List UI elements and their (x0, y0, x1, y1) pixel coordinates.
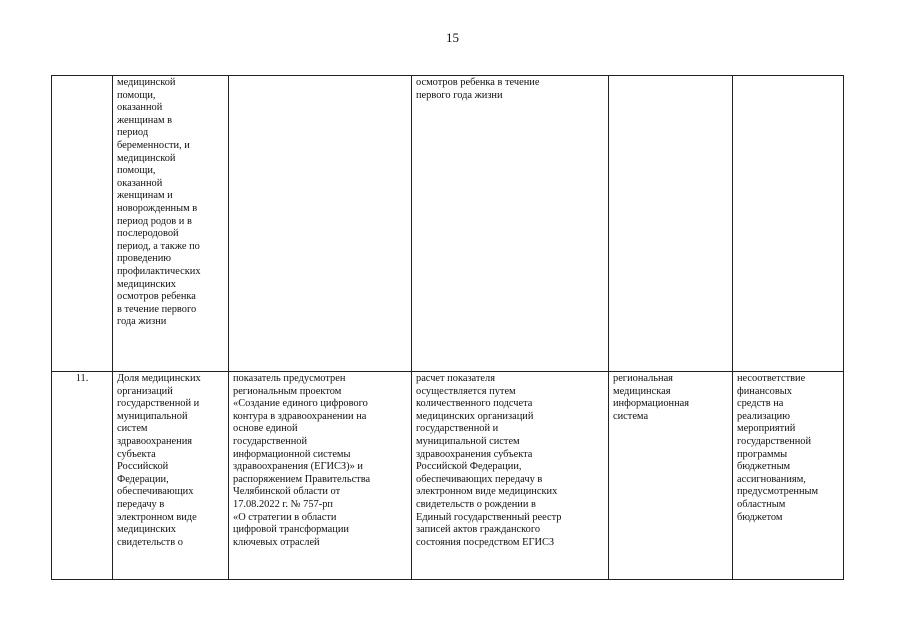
risk-text: несоответствие финансовых средств на реализацию мероприятий государственной программы бюджетным ассигнованиям, предусмотренным областным бюджетом (737, 373, 819, 523)
source-cell (229, 76, 412, 372)
indicator-name: Доля медицинских организаций государственной и муниципальной систем здравоохранения субъекта Российской Федерации, обеспечивающих передачу в электронном виде медицинских свидетельств о (117, 373, 201, 548)
page-number: 15 (446, 30, 459, 45)
indicator-table (51, 75, 844, 580)
method-text: осмотров ребенка в течение первого года жизни (416, 77, 540, 101)
row-number-cell (52, 372, 113, 580)
source-cell (229, 372, 412, 580)
method-cell (412, 372, 609, 580)
row-number-cell (52, 76, 113, 372)
indicator-cell (113, 76, 229, 372)
table-row (52, 372, 844, 580)
indicator-cell (113, 372, 229, 580)
system-cell (609, 76, 733, 372)
source-text: показатель предусмотрен региональным проектом «Создание единого цифрового контура в здравоохранении на основе единой государственной информационной системы здравоохранения (ЕГИСЗ)» и распоряжением Правительства Челябинской области от 17.08.2022 г. № 757-рп «О стратегии в области цифровой трансформации ключевых отраслей (233, 373, 371, 548)
risk-cell (733, 372, 844, 580)
table-row (52, 76, 844, 372)
row-number: 11. (75, 373, 89, 384)
system-cell (609, 372, 733, 580)
indicator-name: медицинской помощи, оказанной женщинам в период беременности, и медицинской помощи, оказанной женщинам и новорожденным в период родов и в послеродовой период, а также по проведению профилактических медицинских осмотров ребенка в течение первого года жизни (117, 77, 201, 328)
system-text: региональная медицинская информационная система (613, 373, 690, 422)
method-text: расчет показателя осуществляется путем количественного подсчета медицинских организаций государственной и муниципальной систем здравоохранения субъекта Российской Федерации, обеспечивающих передачу в электронном виде медицинских свидетельств о рождении в Единый государственный реестр записей актов гражданского состояния посредством ЕГИСЗ (416, 373, 562, 548)
risk-cell (733, 76, 844, 372)
method-cell (412, 76, 609, 372)
